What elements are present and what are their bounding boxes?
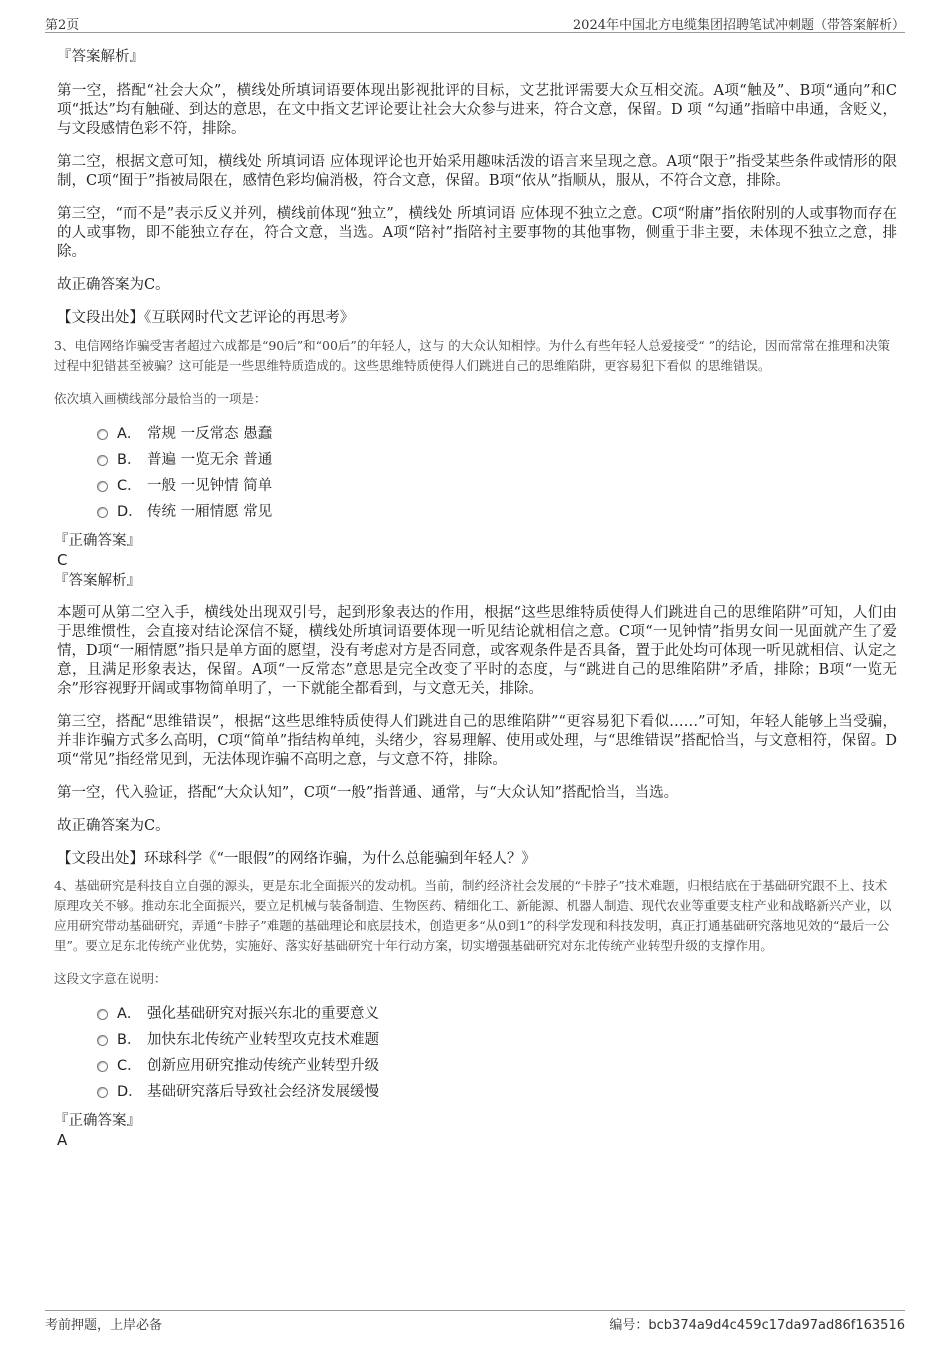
options-list [97, 1001, 897, 1105]
source: 【文段出处】《互联网时代文艺评论的再思考》 [57, 310, 355, 326]
source: 【文段出处】环球科学《“一眼假”的网络诈骗，为什么总能骗到年轻人？》 [57, 851, 536, 867]
page-footer [45, 1310, 905, 1331]
option-a[interactable]: A． 常规 一反常态 愚蠢 [97, 421, 897, 447]
footer-slogan: 考前押题，上岸必备 [45, 1318, 163, 1333]
option-a[interactable]: A． 强化基础研究对振兴东北的重要意义 [97, 1001, 897, 1027]
analysis-paragraph: 第一空，搭配“社会大众”，横线处所填词语要体现出影视批评的目标，文艺批评需要大众互相交流。A项“触及”、B项“通向”和C项“抵达”均有触碰、到达的意思，在文中指文艺评论要让社会大众参与进来，符合文意，保留。D 项 “勾通”指暗中串通，含贬义，与文段感情色彩不符，排除。 [57, 83, 897, 137]
radio-icon[interactable] [97, 429, 108, 440]
option-b[interactable]: B． 加快东北传统产业转型攻克技术难题 [97, 1027, 897, 1053]
option-d[interactable]: D． 传统 一厢情愿 常见 [97, 499, 897, 525]
correct-answer: A [57, 1131, 68, 1149]
question-stem: 4、基础研究是科技自立自强的源头，更是东北全面振兴的发动机。当前，制约经济社会发展的“卡脖子”技术难题，归根结底在于基础研究跟不上、技术原理攻关不够。推动东北全面振兴，要立足机械与装备制造、生物医药、精细化工、新能源、机器人制造、现代农业等重要支柱产业和战略新兴产业，以应用研究带动基础研究，弄通“卡脖子”难题的基础理论和底层技术，创造更多“从0到1”的科学发现和科技发明，真正打通基础研究落地见效的“最后一公里”。要立足东北传统产业优势，实施好、落实好基础研究十年行动方案，切实增强基础研究对东北传统产业转型升级的支撑作用。 [54, 878, 892, 953]
analysis-label: 『答案解析』 [57, 49, 144, 65]
question-prompt: 这段文字意在说明： [54, 970, 167, 986]
analysis-paragraph: 第二空，根据文意可知，横线处 所填词语 应体现评论也开始采用趣味活泼的语言来呈现之意。A项“限于”指受某些条件或情形的限制，C项“囿于”指被局限在，感情色彩均偏消极，符合文意，保留。B项“依从”指顺从，服从，不符合文意，排除。 [57, 154, 897, 189]
analysis-paragraph: 第三空，搭配“思维错误”，根据“这些思维特质使得人们跳进自己的思维陷阱”“更容易犯下看似……”可知，年轻人能够上当受骗，并非诈骗方式多么高明，C项“简单”指结构单纯，头绪少，容易理解、使用或处理，与“思维错误”搭配恰当，与文意相符，保留。D项“常见”指经常见到，无法体现诈骗不高明之意，与文意不符，排除。 [57, 714, 897, 768]
radio-icon[interactable] [97, 1087, 108, 1098]
analysis-paragraph: 第三空，“而不是”表示反义并列，横线前体现“独立”，横线处 所填词语 应体现不独立之意。C项“附庸”指依附别的人或事物而存在的人或事物，即不能独立存在，符合文意，当选。A项“陪衬”指陪衬主要事物的其他事物，侧重于非主要，未体现不独立之意，排除。 [57, 206, 897, 260]
options-list [97, 421, 897, 525]
analysis-paragraph: 第一空，代入验证，搭配“大众认知”，C项“一般”指普通、通常，与“大众认知”搭配恰当，当选。 [57, 785, 679, 801]
option-b[interactable]: B． 普遍 一览无余 普通 [97, 447, 897, 473]
document-title: 2024年中国北方电缆集团招聘笔试冲刺题（带答案解析） [572, 18, 905, 33]
document-code: 编号：bcb374a9d4c459c17da97ad86f163516 [609, 1318, 905, 1333]
radio-icon[interactable] [97, 1061, 108, 1072]
analysis-label: 『答案解析』 [54, 573, 141, 589]
question-stem: 3、电信网络诈骗受害者超过六成都是“90后”和“00后”的年轻人，这与 的大众认知相悖。为什么有些年轻人总爱接受“ ”的结论，因而常常在推理和决策过程中犯错甚至被骗？这可能是一些思维特质造成的。这些思维特质使得人们跳进自己的思维陷阱，更容易犯下看似 的思维错误。 [54, 338, 891, 373]
radio-icon[interactable] [97, 481, 108, 492]
page-number: 第2页 [45, 18, 80, 33]
question-prompt: 依次填入画横线部分最恰当的一项是： [54, 390, 267, 406]
option-d[interactable]: D． 基础研究落后导致社会经济发展缓慢 [97, 1079, 897, 1105]
analysis-paragraph: 本题可从第二空入手，横线处出现双引号，起到形象表达的作用，根据“这些思维特质使得人们跳进自己的思维陷阱”可知，人们由于思维惯性，会直接对结论深信不疑，横线处所填词语要体现一听见结论就相信之意。C项“一见钟情”指男女间一见面就产生了爱情，D项“一厢情愿”指只是单方面的愿望，没有考虑对方是否同意，或客观条件是否具备，置于此处均可体现一听见就相信、认定之意，且满足形象表达，保留。A项“一反常态”意思是完全改变了平时的态度，与“跳进自己的思维陷阱”矛盾，排除；B项“一览无余”形容视野开阔或事物简单明了，一下就能全都看到，与文意无关，排除。 [57, 605, 897, 697]
page-content [54, 44, 897, 1150]
radio-icon[interactable] [97, 455, 108, 466]
radio-icon[interactable] [97, 507, 108, 518]
option-c[interactable]: C． 一般 一见钟情 简单 [97, 473, 897, 499]
option-c[interactable]: C． 创新应用研究推动传统产业转型升级 [97, 1053, 897, 1079]
radio-icon[interactable] [97, 1035, 108, 1046]
conclusion: 故正确答案为C。 [57, 277, 170, 293]
correct-answer: C [57, 551, 68, 569]
answer-label: 『正确答案』 [54, 533, 141, 549]
radio-icon[interactable] [97, 1009, 108, 1020]
answer-label: 『正确答案』 [54, 1113, 141, 1129]
conclusion: 故正确答案为C。 [57, 818, 170, 834]
page-header [45, 12, 905, 33]
